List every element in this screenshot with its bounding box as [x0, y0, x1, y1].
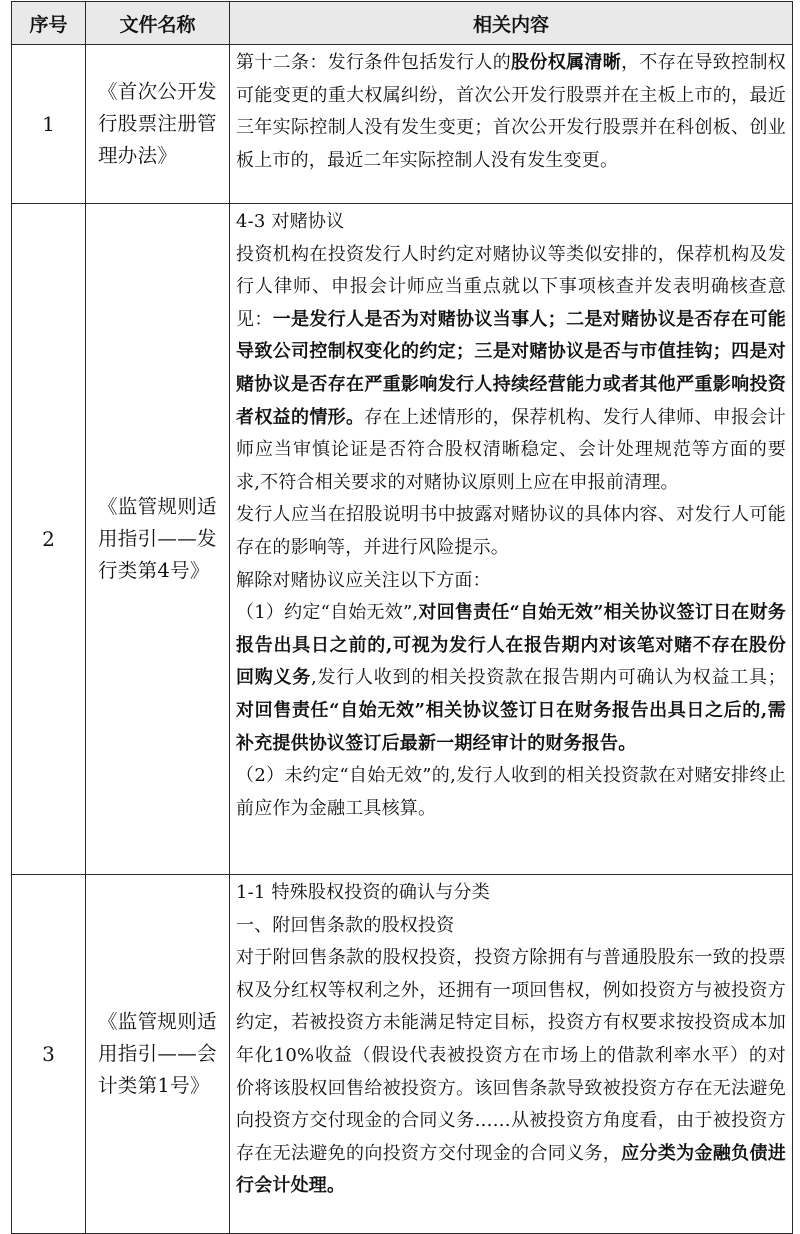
- content-text: 一、附回售条款的股权投资: [236, 914, 455, 936]
- content-paragraph: [236, 206, 786, 239]
- emphasized-text: 对回售责任“自始无效”相关协议签订日在财务报告出具日之前的,可视为发行人在报告期内对该笔对赌不存在股份回购义务: [236, 602, 787, 689]
- content-text: 对于附回售条款的股权投资，投资方除拥有与普通股股东一致的投票权及分红权等权利之外，还拥有一项回售权，例如投资方与被投资方约定，若被投资方未能满足特定目标，投资方有权要求按投资成本加年化10%收益（假设代表被投资方在市场上的借款利率水平）的对价将该股权回售给被投资方。该回售条款导致被投资方存在无法避免向投资方交付现金的合同义务……从被投资方角度看，由于被投资方存在无法避免的向投资方交付现金的合同义务，: [236, 947, 786, 1164]
- content-paragraph: [236, 877, 786, 910]
- content-text: ,发行人收到的相关投资款在报告期内可确认为权益工具；: [311, 667, 786, 689]
- related-content: [230, 45, 793, 204]
- content-paragraph: [236, 597, 786, 760]
- emphasized-text: 一是发行人是否为对赌协议当事人；二是对赌协议是否存在可能导致公司控制权变化的约定；三是对赌协议是否与市值挂钩；四是对赌协议是否存在严重影响发行人持续经营能力或者其他严重影响投资者权益的情形。: [236, 308, 786, 428]
- row-index: 3: [12, 875, 86, 1234]
- content-text: 存在上述情形的，保荐机构、发行人律师、申报会计师应当审慎论证是否符合股权清晰稳定、会计处理规范等方面的要求,不符合相关要求的对赌协议原则上应在申报前清理。: [236, 406, 786, 493]
- content-text: 1-1 特殊股权投资的确认与分类: [236, 882, 490, 903]
- content-paragraph: [236, 565, 786, 598]
- table-row: [12, 204, 793, 875]
- content-paragraph: [236, 910, 786, 943]
- content-text: 第十二条：发行条件包括发行人的: [236, 52, 512, 73]
- content-paragraph: [236, 760, 786, 825]
- content-paragraph: [236, 239, 786, 500]
- document-name: 《首次公开发行股票注册管理办法》: [86, 45, 230, 204]
- content-text: （2）未约定“自始无效”的,发行人收到的相关投资款在对赌安排终止前应作为金融工具核算。: [236, 765, 786, 819]
- table-row: [12, 875, 793, 1234]
- content-paragraph: [236, 499, 786, 564]
- emphasized-text: 股份权属清晰: [511, 52, 622, 73]
- row-index: 2: [12, 204, 86, 875]
- regulation-table: [11, 1, 793, 1234]
- content-text: （1）约定“自始无效”,: [236, 602, 419, 624]
- column-header-index: 序号: [12, 2, 86, 45]
- related-content: [230, 875, 793, 1234]
- related-content: [230, 204, 793, 875]
- content-text: 解除对赌协议应关注以下方面：: [236, 569, 491, 591]
- row-index: 1: [12, 45, 86, 204]
- content-paragraph: [236, 942, 786, 1203]
- emphasized-text: 应分类为金融负债进行会计处理。: [236, 1142, 786, 1197]
- emphasized-text: 对回售责任“自始无效”相关协议签订日在财务报告出具日之后的,需补充提供协议签订后最新一期经审计的财务报告。: [236, 699, 786, 754]
- table-row: [12, 45, 793, 204]
- document-name: 《监管规则适用指引——会计类第1号》: [86, 875, 230, 1234]
- table-header-row: [12, 2, 793, 45]
- content-paragraph: [236, 47, 786, 177]
- column-header-document-name: 文件名称: [86, 2, 230, 45]
- content-text: ，不存在导致控制权可能变更的重大权属纠纷，首次公开发行股票并在主板上市的，最近三年实际控制人没有发生变更；首次公开发行股票并在科创板、创业板上市的，最近二年实际控制人没有发生变更。: [236, 52, 786, 171]
- document-name: 《监管规则适用指引——发行类第4号》: [86, 204, 230, 875]
- content-text: 4-3 对赌协议: [236, 211, 345, 232]
- content-text: 投资机构在投资发行人时约定对赌协议等类似安排的，保荐机构及发行人律师、申报会计师应当重点就以下事项核查并发表明确核查意见：: [236, 243, 786, 330]
- column-header-related-content: 相关内容: [230, 2, 793, 45]
- content-text: 发行人应当在招股说明书中披露对赌协议的具体内容、对发行人可能存在的影响等，并进行风险提示。: [236, 504, 786, 558]
